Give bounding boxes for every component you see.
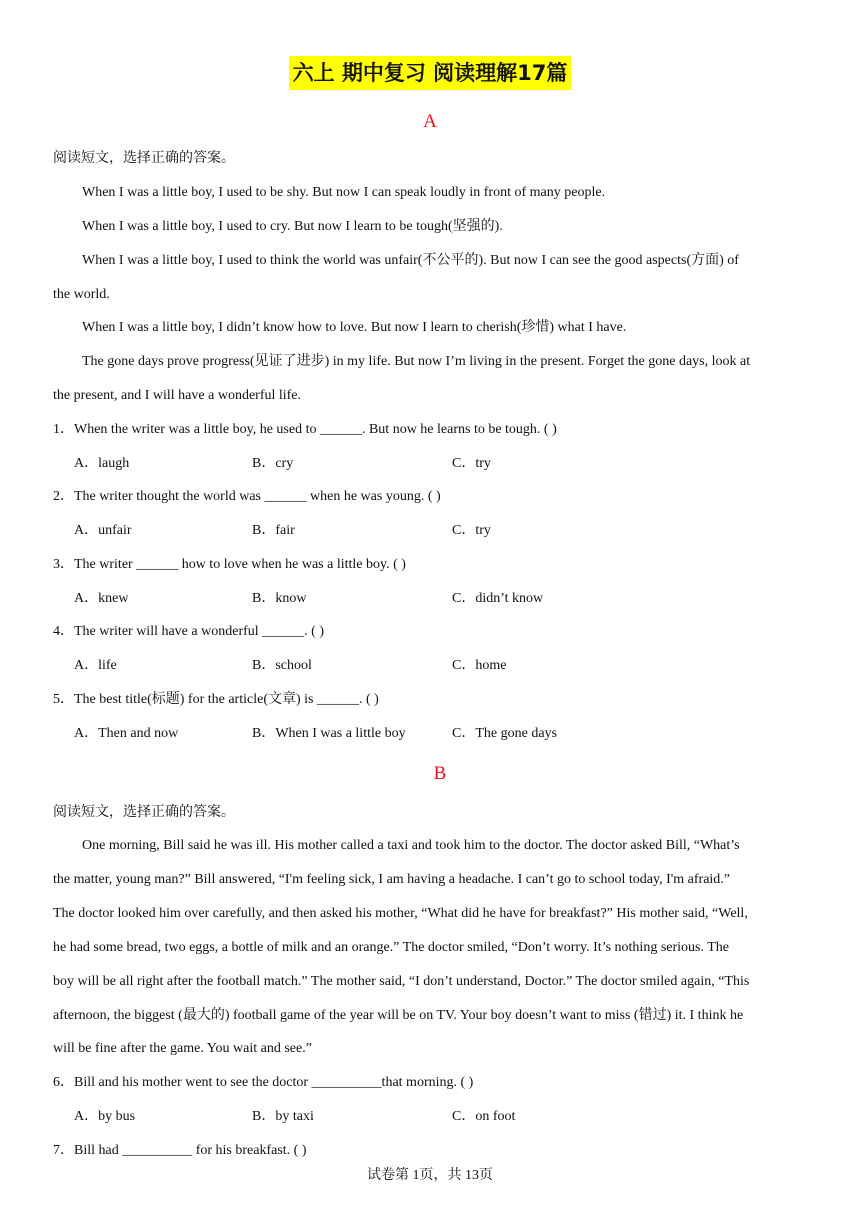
option-b: B．cry xyxy=(252,456,294,471)
question-stem: 1．When the writer was a little boy, he used to ______. But now he learns to be tough. ( ) xyxy=(53,422,557,437)
passage-a-line: the present, and I will have a wonderful life. xyxy=(53,388,302,403)
passage-b-line: afternoon, the biggest (最大的) football game of the year will be on TV. Your boy doesn’t want to miss (错过) it. I think he xyxy=(53,1008,744,1023)
passage-a-line: When I was a little boy, I didn’t know how to love. But now I learn to cherish(珍惜) what I have. xyxy=(82,320,627,335)
passage-a-line: When I was a little boy, I used to be shy. But now I can speak loudly in front of many people. xyxy=(82,185,606,200)
passage-b-line: boy will be all right after the football match.” The mother said, “I don’t understand, Doctor.” The doctor smiled again, “This xyxy=(53,974,750,989)
passage-b-line: One morning, Bill said he was ill. His mother called a taxi and took him to the doctor. The doctor asked Bill, “What’s xyxy=(82,838,740,853)
option-a: A．Then and now xyxy=(74,726,179,741)
section-a-letter: A xyxy=(423,111,437,132)
option-b: B．fair xyxy=(252,523,295,538)
passage-b-line: he had some bread, two eggs, a bottle of milk and an orange.” The doctor smiled, “Don’t worry. It’s nothing serious. The xyxy=(53,940,729,955)
passage-a-line: The gone days prove progress(见证了进步) in my life. But now I’m living in the present. Forget the gone days, look at xyxy=(82,354,751,369)
passage-b-line: the matter, young man?” Bill answered, “I'm feeling sick, I am having a headache. I can’t go to school today, I'm afraid.” xyxy=(53,872,731,887)
option-c: C．try xyxy=(452,523,491,538)
option-b: B．know xyxy=(252,591,307,606)
option-c: C．on foot xyxy=(452,1109,516,1124)
question-stem: 3．The writer ______ how to love when he was a little boy. ( ) xyxy=(53,557,406,572)
option-b: B．When I was a little boy xyxy=(252,726,406,741)
question-stem: 4．The writer will have a wonderful ______. ( ) xyxy=(53,624,324,639)
passage-b-line: The doctor looked him over carefully, and then asked his mother, “What did he have for breakfast?” His mother said, “Well, xyxy=(53,906,748,921)
title-wrap xyxy=(0,56,860,90)
question-stem: 6．Bill and his mother went to see the doctor __________that morning. ( ) xyxy=(53,1075,474,1090)
option-a: A．life xyxy=(74,658,117,673)
option-a: A．unfair xyxy=(74,523,132,538)
passage-b-line: will be fine after the game. You wait and see.” xyxy=(53,1041,312,1056)
question-stem: 2．The writer thought the world was ______ when he was young. ( ) xyxy=(53,489,441,504)
question-stem: 7．Bill had __________ for his breakfast. ( ) xyxy=(53,1143,307,1158)
option-c: C．didn’t know xyxy=(452,591,544,606)
passage-a-line: When I was a little boy, I used to cry. But now I learn to be tough(坚强的). xyxy=(82,219,503,234)
page-title: 六上 期中复习 阅读理解17篇 xyxy=(289,56,572,90)
question-stem: 5．The best title(标题) for the article(文章) is ______. ( ) xyxy=(53,692,379,707)
page-footer: 试卷第 1页，共 13页 xyxy=(367,1168,493,1183)
section-a-instruction: 阅读短文，选择正确的答案。 xyxy=(53,150,235,166)
passage-a-line: When I was a little boy, I used to think the world was unfair(不公平的). But now I can see the good aspects(方面) of xyxy=(82,253,739,268)
option-c: C．try xyxy=(452,456,491,471)
section-b-instruction: 阅读短文，选择正确的答案。 xyxy=(53,804,235,820)
option-b: B．school xyxy=(252,658,312,673)
option-a: A．knew xyxy=(74,591,129,606)
section-b-letter: B xyxy=(433,763,447,784)
option-b: B．by taxi xyxy=(252,1109,314,1124)
passage-a-line: the world. xyxy=(53,287,110,302)
option-a: A．by bus xyxy=(74,1109,136,1124)
option-c: C．The gone days xyxy=(452,726,557,741)
option-c: C．home xyxy=(452,658,507,673)
option-a: A．laugh xyxy=(74,456,130,471)
